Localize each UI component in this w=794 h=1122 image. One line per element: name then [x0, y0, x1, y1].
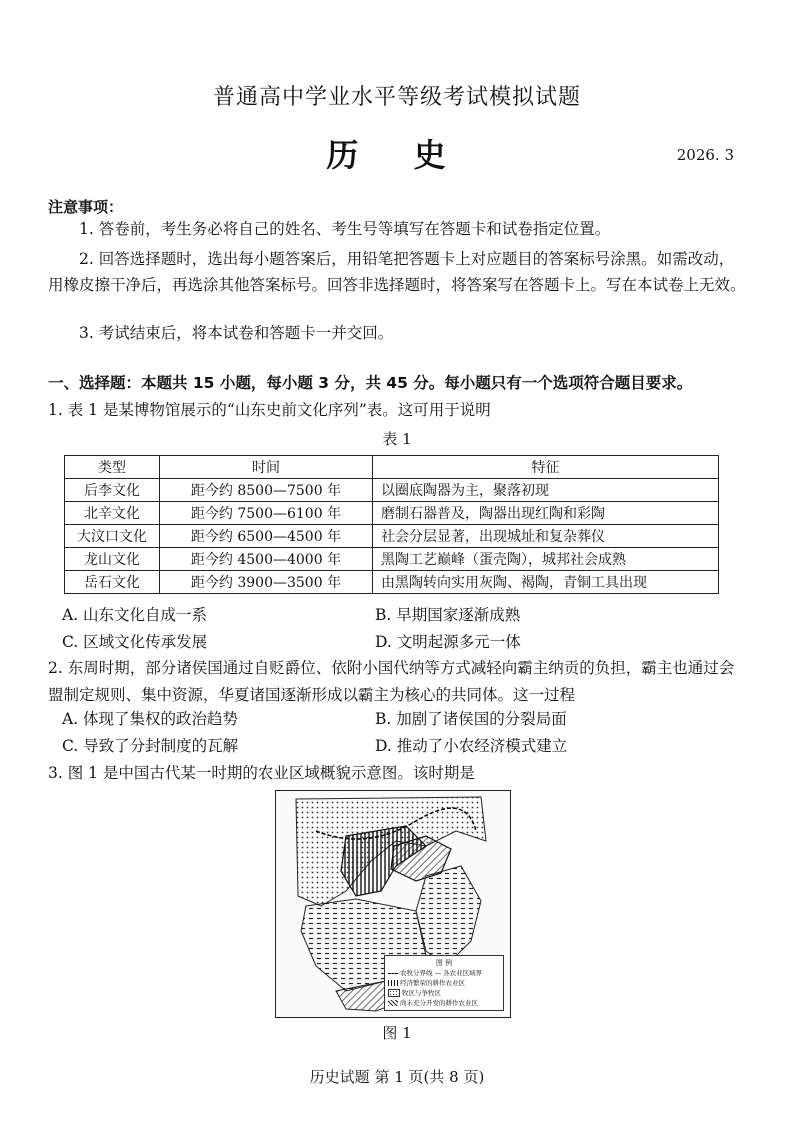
table-header-row [65, 456, 719, 479]
boundary-line-icon [388, 973, 398, 974]
exam-title: 普通高中学业水平等级考试模拟试题 [212, 85, 581, 110]
table-row [65, 525, 719, 548]
table-cell: 距今约 7500—6100 年 [160, 502, 373, 525]
legend-item: 尚未充分开发的耕作农业区 [388, 998, 500, 1008]
table-row [65, 548, 719, 571]
table-cell: 后李文化 [65, 479, 160, 502]
table-cell: 大汶口文化 [65, 525, 160, 548]
table-cell: 磨制石器普及，陶器出现红陶和彩陶 [373, 502, 719, 525]
table-cell: 距今约 6500—4500 年 [160, 525, 373, 548]
table-cell: 岳石文化 [65, 571, 160, 594]
table-row [65, 479, 719, 502]
table-header: 时间 [160, 456, 373, 479]
table-cell: 龙山文化 [65, 548, 160, 571]
exam-date: 2026. 3 [676, 146, 734, 164]
agriculture-map-figure [275, 790, 511, 1018]
legend-item: 牧区与争牧区 [388, 988, 500, 998]
q2-option-c[interactable]: C. 导致了分封制度的瓦解 [62, 737, 239, 755]
section-heading: 一、选择题：本题共 15 小题，每小题 3 分，共 45 分。每小题只有一个选项符合题目要求。 [48, 374, 693, 392]
table-row [65, 502, 719, 525]
table-cell: 社会分层显著，出现城址和复杂葬仪 [373, 525, 719, 548]
q1-option-b[interactable]: B. 早期国家逐渐成熟 [375, 606, 521, 624]
table-cell: 距今约 8500—7500 年 [160, 479, 373, 502]
legend-item: 经济繁荣的耕作农业区 [388, 978, 500, 988]
east-coast-region [416, 866, 481, 966]
map-legend [384, 955, 504, 1011]
question-3-stem: 3. 图 1 是中国古代某一时期的农业区域概貌示意图。该时期是 [48, 764, 475, 782]
question-2-stem: 2. 东周时期，部分诸侯国通过自贬爵位、依附小国代纳等方式减轻向霸主纳贡的负担，霸主也通过会盟制定规则、集中资源，华夏诸国逐渐形成以霸主为核心的共同体。这一过程 [48, 659, 735, 704]
table-header: 特征 [373, 456, 719, 479]
notice-item-3: 3. 考试结束后，将本试卷和答题卡一并交回。 [79, 324, 394, 342]
table-cell: 距今约 3900—3500 年 [160, 571, 373, 594]
table-cell: 北辛文化 [65, 502, 160, 525]
vertical-lines-icon [388, 980, 398, 986]
dotted-pattern-icon [388, 989, 400, 997]
table-cell: 以圈底陶器为主，聚落初现 [373, 479, 719, 502]
q1-option-a[interactable]: A. 山东文化自成一系 [62, 606, 208, 624]
table-cell: 黑陶工艺巅峰（蛋壳陶），城邦社会成熟 [373, 548, 719, 571]
q2-option-a[interactable]: A. 体现了集权的政治趋势 [62, 710, 239, 728]
table-row [65, 571, 719, 594]
page-footer: 历史试题 第 1 页(共 8 页) [309, 1068, 485, 1086]
table-cell: 由黑陶转向实用灰陶、褐陶，青铜工具出现 [373, 571, 719, 594]
legend-item: 农牧分界线 — 各农业区域界 [388, 968, 500, 978]
notice-item-2: 2. 回答选择题时，选出每小题答案后，用铅笔把答题卡上对应题目的答案标号涂黑。如需改动，用橡皮擦干净后，再选涂其他答案标号。回答非选择题时，将答案写在答题卡上。写在本试卷上无效。 [48, 250, 746, 294]
legend-title: 图 例 [435, 959, 453, 967]
hatched-pattern-icon [388, 1000, 398, 1006]
q1-option-c[interactable]: C. 区域文化传承发展 [62, 633, 208, 651]
notice-title: 注意事项： [48, 198, 124, 216]
q2-option-b[interactable]: B. 加剧了诸侯国的分裂局面 [375, 710, 567, 728]
notice-item-1: 1. 答卷前，考生务必将自己的姓名、考生号等填写在答题卡和试卷指定位置。 [79, 220, 611, 238]
figure-caption: 图 1 [382, 1024, 412, 1042]
table-caption: 表 1 [382, 430, 412, 448]
culture-sequence-table [64, 455, 719, 594]
subject-title: 历 史 [326, 136, 468, 174]
question-1-stem: 1. 表 1 是某博物馆展示的“山东史前文化序列”表。这可用于说明 [48, 401, 491, 419]
table-cell: 距今约 4500—4000 年 [160, 548, 373, 571]
q1-option-d[interactable]: D. 文明起源多元一体 [375, 633, 521, 651]
q2-option-d[interactable]: D. 推动了小农经济模式建立 [375, 737, 568, 755]
table-header: 类型 [65, 456, 160, 479]
